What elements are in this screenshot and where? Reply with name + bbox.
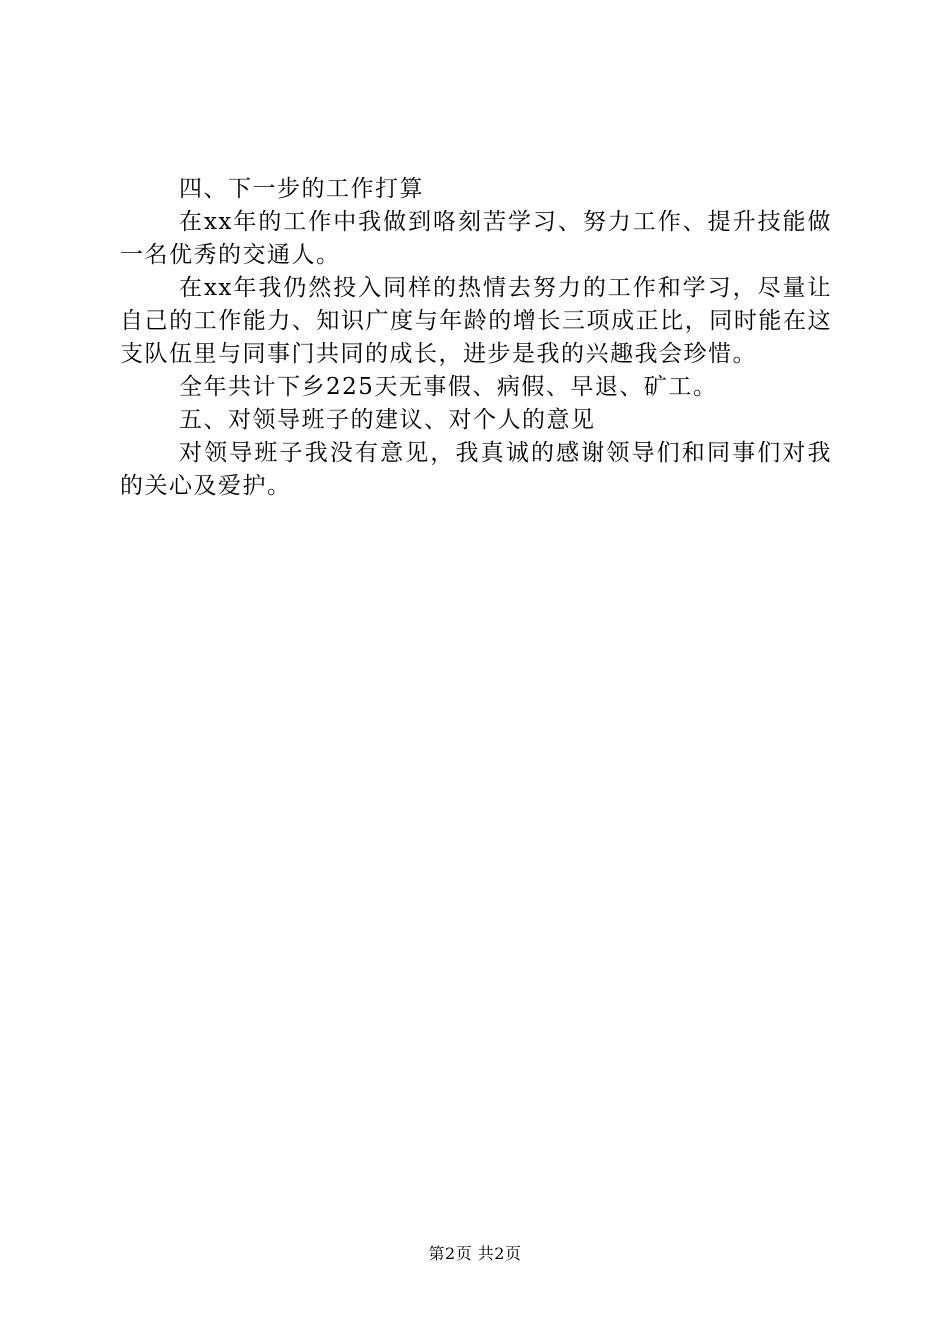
paragraph-work-summary: 在xx年的工作中我做到咯刻苦学习、努力工作、提升技能做一名优秀的交通人。 bbox=[120, 209, 832, 268]
paragraph-attendance: 全年共计下乡225天无事假、病假、早退、矿工。 bbox=[179, 374, 718, 400]
section-heading-suggestions: 五、对领导班子的建议、对个人的意见 bbox=[179, 407, 596, 433]
document-body bbox=[120, 173, 832, 503]
page-number-footer: 第2页 共2页 bbox=[428, 1244, 522, 1263]
paragraph-next-year-goals: 在xx年我仍然投入同样的热情去努力的工作和学习，尽量让自己的工作能力、知识广度与年龄的增长三项成正比，同时能在这支队伍里与同事门共同的成长，进步是我的兴趣我会珍惜。 bbox=[120, 275, 832, 367]
section-heading-next-plan: 四、下一步的工作打算 bbox=[179, 176, 424, 202]
paragraph-opinion: 对领导班子我没有意见，我真诚的感谢领导们和同事们对我的关心及爱护。 bbox=[120, 440, 832, 499]
